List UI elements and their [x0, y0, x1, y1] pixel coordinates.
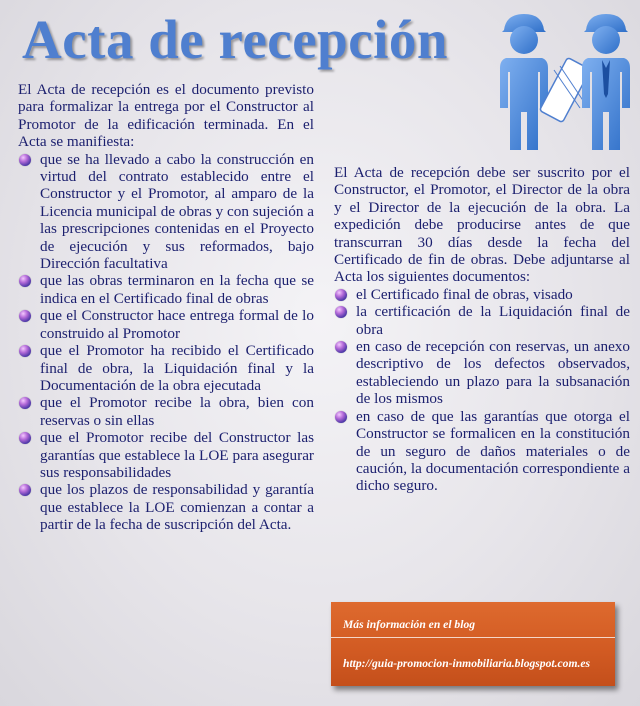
sphere-bullet-icon: [19, 345, 31, 357]
list-item: que se ha llevado a cabo la construcción en virtud del contrato establecido entre el Constructor y el Promotor, al amparo de la Licencia municipal de obras y con sujeción a las prescripciones contenidas en el Proyecto de ejecución y sus reformados, bajo Dirección facultativa: [18, 151, 314, 273]
sphere-bullet-icon: [19, 154, 31, 166]
list-item: que las obras terminaron en la fecha que se indica en el Certificado final de obras: [18, 272, 314, 307]
list-item: que el Promotor recibe la obra, bien con reservas o sin ellas: [18, 394, 314, 429]
sphere-bullet-icon: [335, 411, 347, 423]
sphere-bullet-icon: [19, 397, 31, 409]
blog-link[interactable]: http://guia-promocion-inmobiliaria.blogspot.com.es: [343, 657, 591, 670]
sphere-bullet-icon: [19, 484, 31, 496]
list-item: que el Promotor ha recibido el Certificado final de obra, la Liquidación final y la Documentación de la obra ejecutada: [18, 342, 314, 394]
left-column: [18, 81, 314, 534]
sphere-bullet-icon: [335, 289, 347, 301]
page-title: Acta de recepción: [22, 9, 448, 70]
list-item: que el Constructor hace entrega formal de lo construido al Promotor: [18, 307, 314, 342]
list-item: que los plazos de responsabilidad y garantía que establece la LOE comienzan a contar a partir de la fecha de suscripción del Acta.: [18, 481, 314, 533]
sphere-bullet-icon: [19, 432, 31, 444]
sphere-bullet-icon: [335, 306, 347, 318]
sphere-bullet-icon: [335, 341, 347, 353]
list-item: la certificación de la Liquidación final de obra: [334, 303, 630, 338]
left-list: [18, 151, 314, 534]
right-list: [334, 286, 630, 495]
list-item: que el Promotor recibe del Constructor las garantías que establece la LOE para asegurar sus responsabilidades: [18, 429, 314, 481]
list-item: en caso de recepción con reservas, un anexo descriptivo de los defectos observados, estableciendo un plazo para la subsanación de los mismos: [334, 338, 630, 408]
construction-workers-icon: [494, 8, 640, 153]
blog-info-label: Más información en el blog: [343, 618, 476, 631]
right-intro: El Acta de recepción debe ser suscrito por el Constructor, el Promotor, el Director de la obra y el Director de la ejecución de la obra. La expedición debe producirse antes de que transcurran 30 días desde la fecha del Certificado de fin de obras. Debe adjuntarse al Acta los siguientes documentos:: [334, 164, 630, 286]
divider: [331, 637, 615, 638]
blog-info-box: [331, 602, 615, 686]
list-item: en caso de que las garantías que otorga el Constructor se formalicen en la constitución de un seguro de daños materiales o de caución, la documentación correspondiente a dicho seguro.: [334, 408, 630, 495]
left-intro: El Acta de recepción es el documento previsto para formalizar la entrega por el Constructor al Promotor de la edificación terminada. En el Acta se manifiesta:: [18, 81, 314, 151]
list-item: el Certificado final de obras, visado: [334, 286, 630, 303]
right-column: [334, 164, 630, 495]
sphere-bullet-icon: [19, 310, 31, 322]
sphere-bullet-icon: [19, 275, 31, 287]
